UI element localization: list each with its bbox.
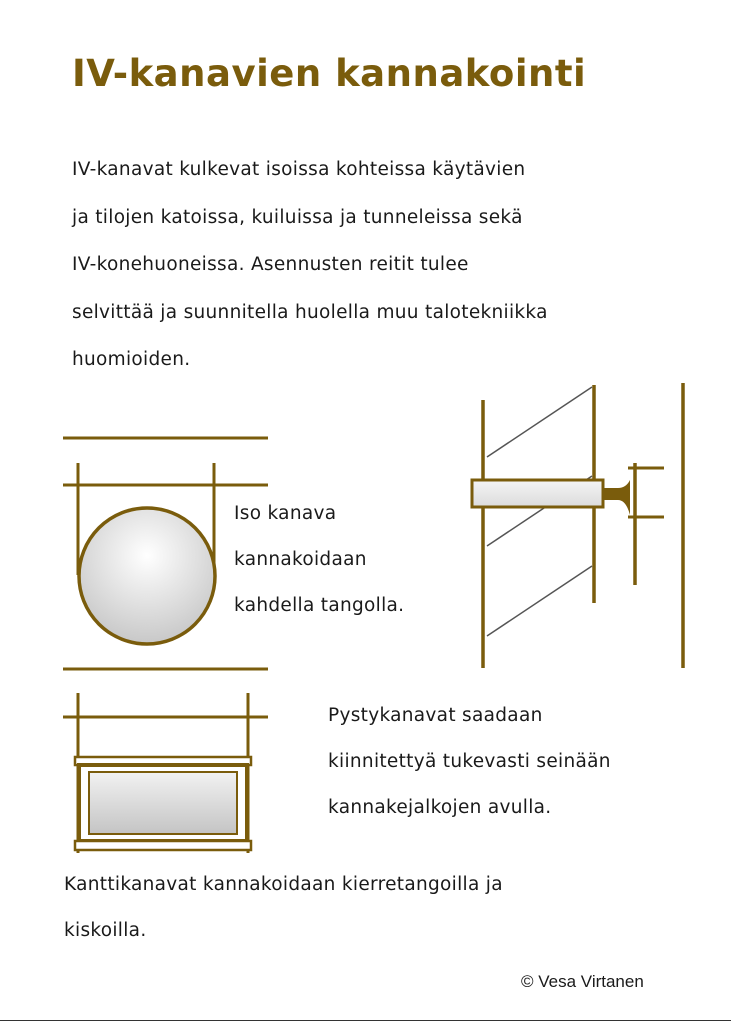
page-title: IV-kanavien kannakointi xyxy=(72,52,587,95)
intro-line: selvittää ja suunnitella huolella muu talotekniikka xyxy=(72,301,548,323)
rect-duct-inner xyxy=(89,772,237,834)
caption-line: kiinnitettyä tukevasti seinään xyxy=(328,751,611,772)
hatch-line xyxy=(487,566,592,636)
rect-duct-caption xyxy=(64,862,503,954)
bracket-joint xyxy=(603,480,630,515)
bracket-arm xyxy=(472,480,603,507)
caption-line: kahdella tangolla. xyxy=(234,595,405,616)
intro-line: IV-konehuoneissa. Asennusten reitit tulee xyxy=(72,254,469,275)
copyright-notice: © Vesa Virtanen xyxy=(521,972,644,991)
intro-line: ja tilojen katoissa, kuiluissa ja tunneleissa sekä xyxy=(72,206,523,228)
vertical-duct-caption xyxy=(328,693,611,831)
caption-line: Iso kanava xyxy=(234,503,337,524)
rect-duct-figure xyxy=(63,693,268,853)
lower-rail xyxy=(75,841,251,850)
caption-line: Kanttikanavat kannakoidaan kierretangoilla ja xyxy=(64,874,503,895)
caption-line: kannakejalkojen avulla. xyxy=(328,797,552,818)
caption-line: kiskoilla. xyxy=(64,920,147,941)
intro-line: huomioiden. xyxy=(72,349,191,370)
bottom-divider xyxy=(0,1020,731,1021)
round-duct-icon xyxy=(79,508,215,644)
caption-line: Pystykanavat saadaan xyxy=(328,705,543,726)
caption-line: kannakoidaan xyxy=(234,549,367,570)
hatch-line xyxy=(487,387,592,457)
vertical-duct-figure xyxy=(472,383,683,668)
round-duct-caption xyxy=(234,491,404,629)
intro-line: IV-kanavat kulkevat isoissa kohteissa käytävien xyxy=(72,159,526,180)
